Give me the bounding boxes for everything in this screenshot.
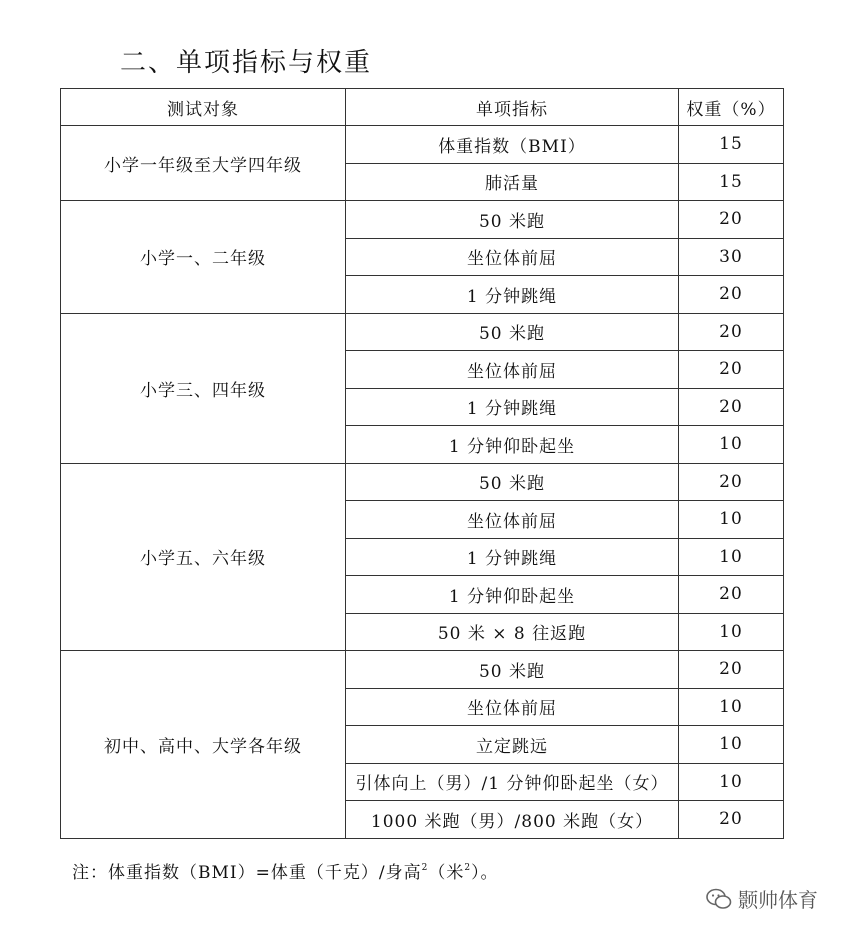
subject-cell: 小学一年级至大学四年级 [61,126,346,201]
indicator-cell: 立定跳远 [346,726,679,764]
note-sup-2: 2 [464,863,472,873]
header-subject: 测试对象 [61,89,346,126]
weight-cell: 15 [679,163,784,201]
header-weight: 权重（%） [679,89,784,126]
note-sup-1: 2 [421,863,429,873]
indicator-cell: 坐位体前屈 [346,351,679,389]
table-row [61,651,784,689]
subject-cell: 小学一、二年级 [61,201,346,314]
weight-cell: 20 [679,313,784,351]
weight-cell: 10 [679,763,784,801]
indicator-cell: 50 米跑 [346,201,679,239]
table-row [61,313,784,351]
indicator-cell: 1 分钟仰卧起坐 [346,426,679,464]
weight-cell: 20 [679,351,784,389]
weight-cell: 30 [679,238,784,276]
indicator-cell: 1 分钟跳绳 [346,276,679,314]
subject-cell: 初中、高中、大学各年级 [61,651,346,839]
weight-cell: 20 [679,276,784,314]
indicator-cell: 1 分钟仰卧起坐 [346,576,679,614]
indicator-cell: 50 米 × 8 往返跑 [346,613,679,651]
weight-cell: 10 [679,613,784,651]
watermark [706,884,818,913]
subject-cell: 小学五、六年级 [61,463,346,651]
table-row [61,201,784,239]
indicator-cell: 坐位体前屈 [346,238,679,276]
watermark-text: 颢帅体育 [738,888,818,912]
table-header-row [61,89,784,126]
indicator-cell: 1 分钟跳绳 [346,538,679,576]
weight-cell: 20 [679,201,784,239]
weight-cell: 20 [679,801,784,839]
header-indicator: 单项指标 [346,89,679,126]
note-middle: （米 [428,863,465,883]
wechat-icon [706,888,732,910]
subject-cell: 小学三、四年级 [61,313,346,463]
note-suffix: ）。 [471,863,499,883]
table-row [61,126,784,164]
indicator-cell: 50 米跑 [346,651,679,689]
weight-cell: 20 [679,463,784,501]
weights-table [60,88,784,839]
footnote [72,858,499,883]
weight-cell: 10 [679,538,784,576]
indicator-cell: 50 米跑 [346,313,679,351]
weight-cell: 20 [679,651,784,689]
indicator-cell: 50 米跑 [346,463,679,501]
weight-cell: 15 [679,126,784,164]
indicator-cell: 坐位体前屈 [346,501,679,539]
indicator-cell: 坐位体前屈 [346,688,679,726]
indicator-cell: 1000 米跑（男）/800 米跑（女） [346,801,679,839]
weight-cell: 10 [679,501,784,539]
indicator-cell: 引体向上（男）/1 分钟仰卧起坐（女） [346,763,679,801]
weight-cell: 20 [679,576,784,614]
indicator-cell: 体重指数（BMI） [346,126,679,164]
weight-cell: 10 [679,426,784,464]
indicator-cell: 1 分钟跳绳 [346,388,679,426]
note-prefix: 注：体重指数（BMI）=体重（千克）/身高 [72,863,422,883]
indicator-cell: 肺活量 [346,163,679,201]
weight-cell: 10 [679,688,784,726]
table-row [61,463,784,501]
weight-cell: 20 [679,388,784,426]
weight-cell: 10 [679,726,784,764]
section-heading: 二、单项指标与权重 [120,48,373,78]
